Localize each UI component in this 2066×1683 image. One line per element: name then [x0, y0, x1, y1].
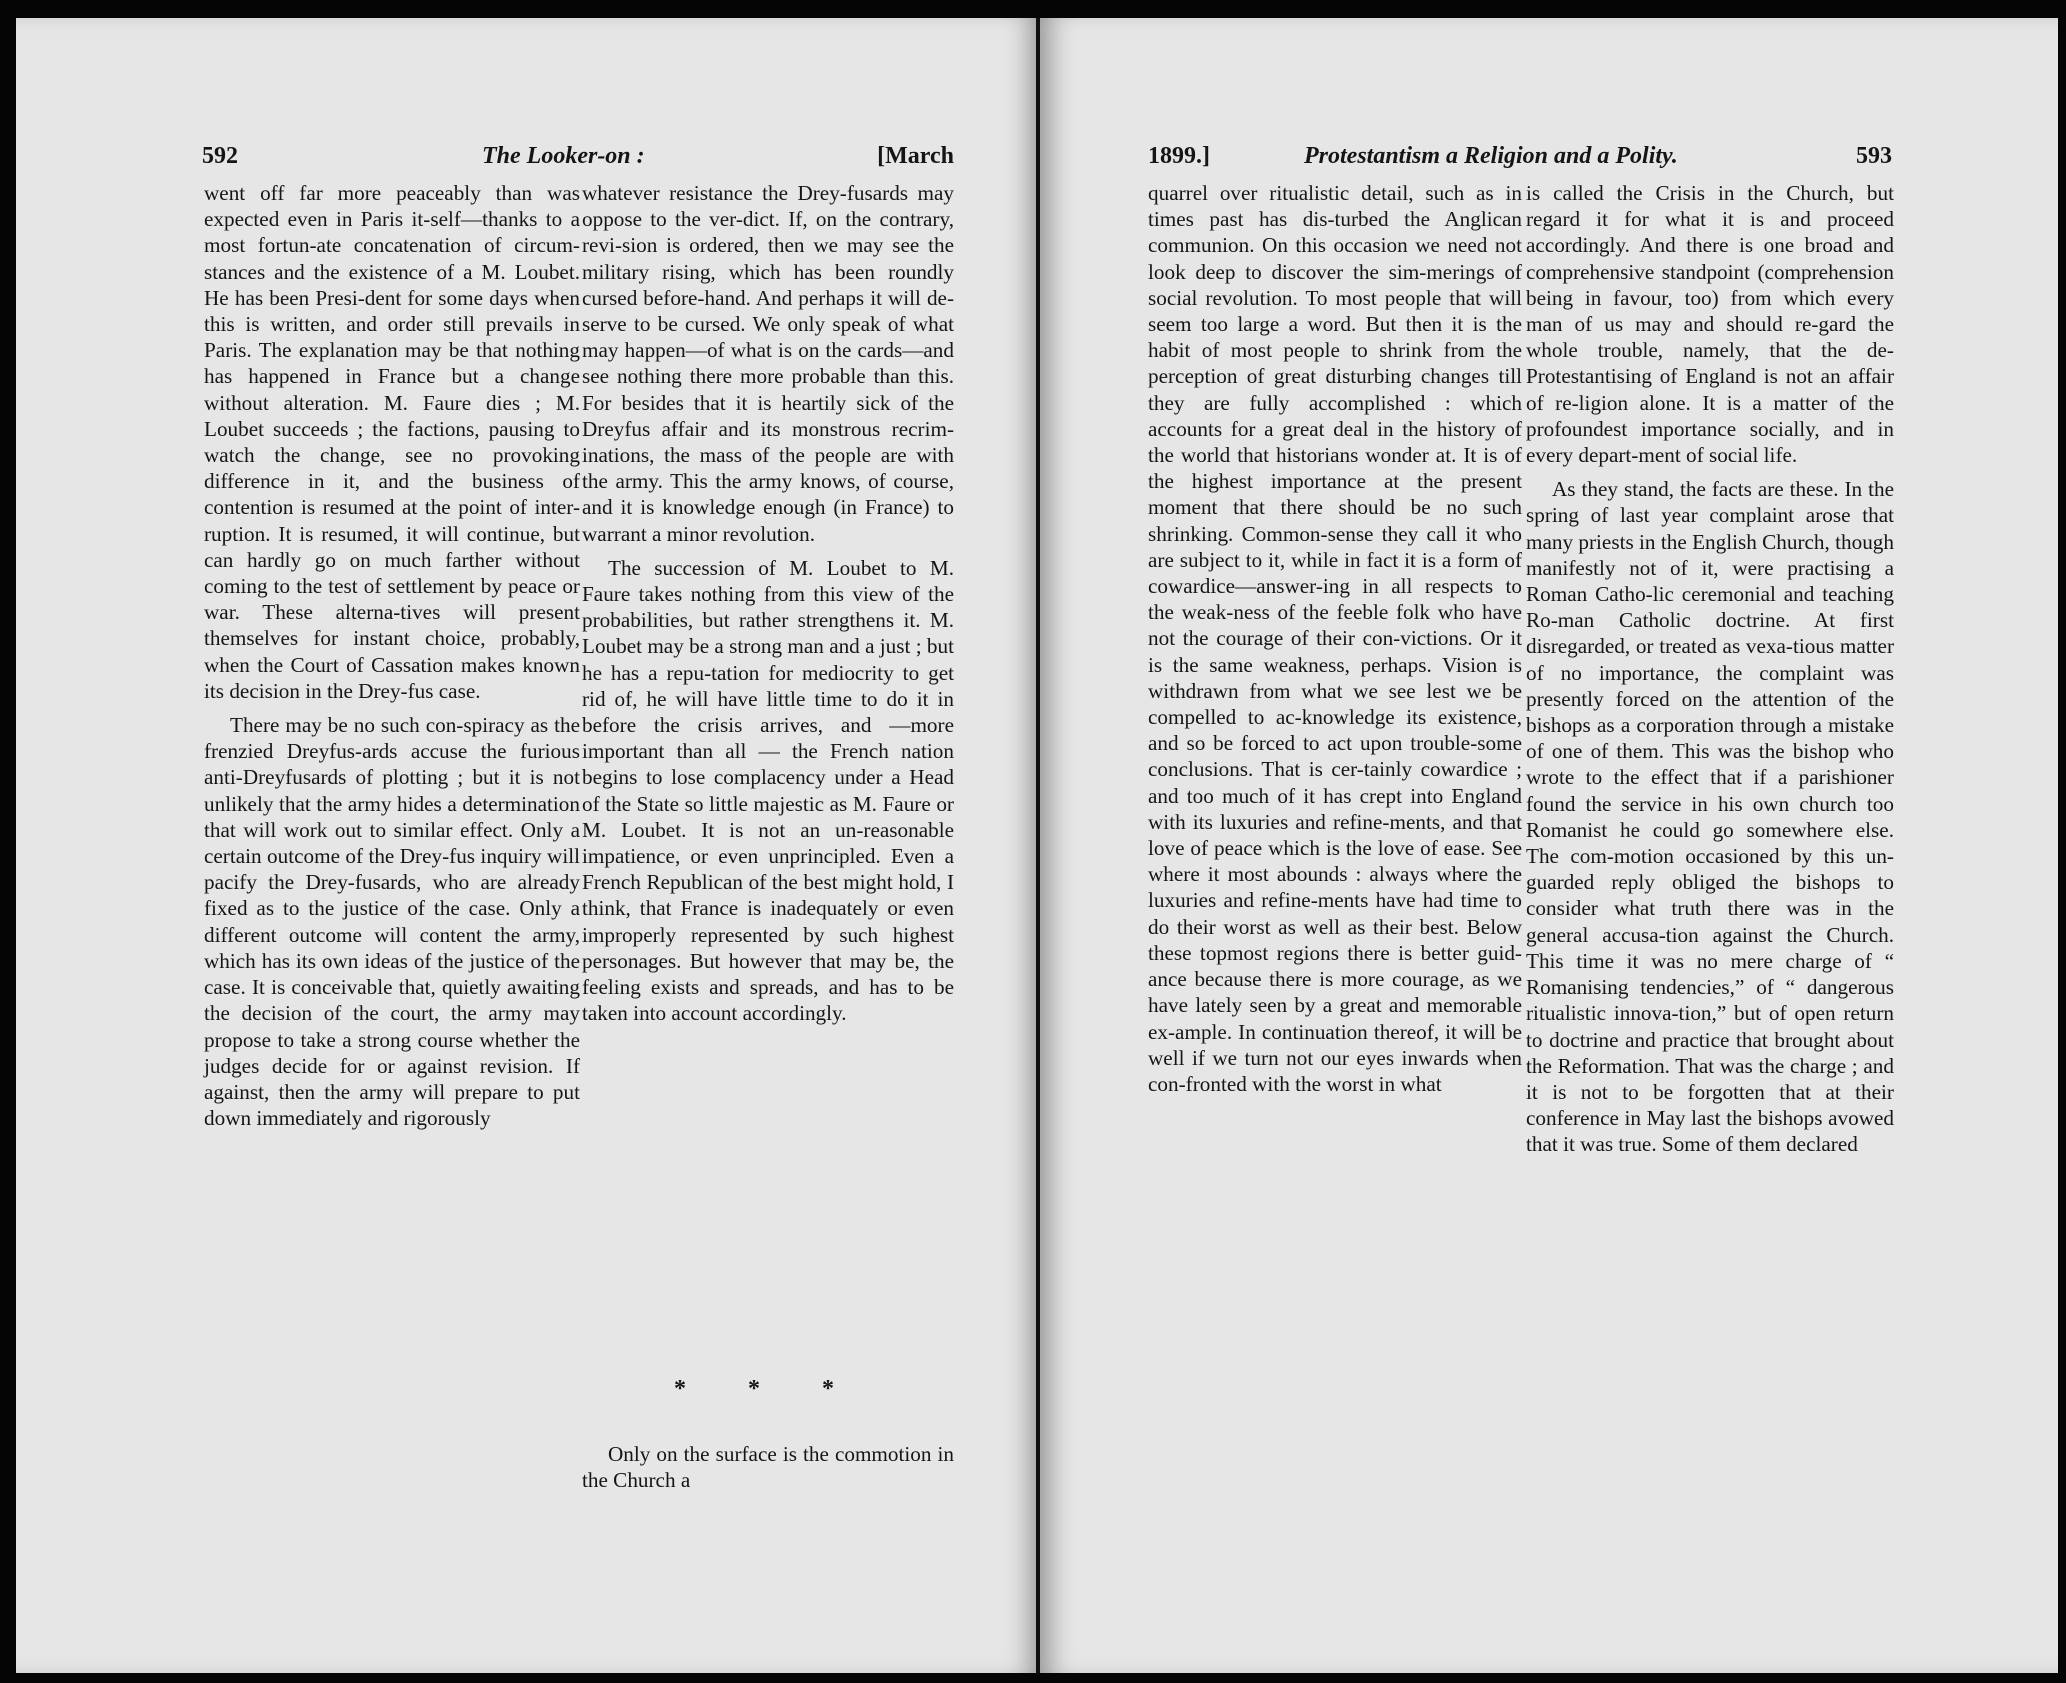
text-column-1: [204, 180, 580, 1131]
paragraph: There may be no such con-spiracy as the frenzied Dreyfus-ards accuse the furious anti-Dreyfusards of plotting ; but it is not unlikely that the army hides a determination that will work out to similar effect. Only a certain outcome of the Drey-fus inquiry will pacify the Drey-fusards, who are already fixed as to the justice of the case. Only a different outcome will content the army, which has its own ideas of the justice of the case. It is conceivable that, quietly awaiting the decision of the court, the army may propose to take a strong course whether the judges decide for or against revision. If against, then the army will prepare to put down immediately and rigorously: [204, 713, 580, 1131]
paragraph: went off far more peaceably than was expected even in Paris it-self—thanks to a most fortun-ate concatenation of circum-stances and the existence of a M. Loubet. He has been Presi-dent for some days when this is written, and order still prevails in Paris. The explanation may be that nothing has happened in France but a change without alteration. M. Faure dies ; M. Loubet succeeds ; the factions, pausing to watch the change, see no provoking difference in it, and the business of contention is resumed at the point of inter-ruption. It is resumed, it will continue, but can hardly go on much farther without coming to the test of settlement by peace or war. These alterna-tives will present themselves for instant choice, probably, when the Court of Cassation makes known its decision in the Drey-fus case.: [204, 181, 580, 703]
paragraph: The succession of M. Loubet to M. Faure takes nothing from this view of the probabilities, but rather strengthens it. M. Loubet may be a strong man and a just ; but he has a repu-tation for mediocrity to get rid of, he will have little time to do it in before the crisis arrives, and —more important than all — the French nation begins to lose complacency under a Head of the State so little majestic as M. Faure or M. Loubet. It is not an un-reasonable impatience, or even unprincipled. Even a French Republican of the best might hold, I think, that France is inadequately or even improperly represented by such highest personages. But however that may be, the feeling exists and spreads, and has to be taken into account accordingly.: [582, 555, 954, 1026]
running-date: 1899.]: [1148, 143, 1210, 169]
running-header-left: [202, 138, 954, 174]
text-column-4: [1526, 180, 1894, 1158]
paragraph: As they stand, the facts are these. In the spring of last year complaint arose that many priests in the English Church, though manifestly not of it, were practising a Roman Catho-lic ceremonial and teaching Ro-man Catholic doctrine. At first disregarded, or treated as vexa-tious matter of no importance, the complaint was presently forced on the attention of the bishops as a corporation through a mistake of one of them. This was the bishop who wrote to the effect that if a parishioner found the service in his own church too Romanist he could go somewhere else. The com-motion occasioned by this un-guarded reply obliged the bishops to consider what truth there was in the general accusa-tion against the Church. This time it was no mere charge of “ Romanising tendencies,” of “ dangerous ritualistic innova-tion,” but of open return to doctrine and practice that brought about the Reformation. That was the charge ; and it is not to be forgotten that at their conference in May last the bishops avowed that it was true. Some of them declared: [1526, 477, 1894, 1157]
section-separator: * * *: [674, 1376, 862, 1402]
running-date: [March: [877, 143, 954, 169]
running-header-right: [1148, 138, 1892, 174]
text-column-3: [1148, 180, 1522, 1097]
page-number: 592: [202, 143, 238, 169]
paragraph: quarrel over ritualistic detail, such as in times past has dis-turbed the Anglican communion. On this occasion we need not look deep to discover the sim-merings of social revolution. To most people that will seem too large a word. But then it is the habit of most people to shrink from the perception of great disturbing changes till they are fully accomplished : which accounts for a great deal in the history of the world that historians wonder at. It is of the highest importance at the present moment that there should be no such shrinking. Common-sense they call it who are subject to it, while in fact it is a form of cowardice—answer-ing in all respects to the weak-ness of the feeble folk who have not the courage of their con-victions. Or it is the same weakness, perhaps. Vision is withdrawn from what we see lest we be compelled to ac-knowledge its existence, and so be forced to act upon trouble-some conclusions. That is cer-tainly cowardice ; and too much of it has crept into England with its luxuries and refine-ments, and that love of peace which is the love of ease. See where it most abounds : always where the luxuries and refine-ments have had time to do their worst as well as their best. Below these topmost regions there is better guid-ance because there is more courage, as we have lately seen by a great and memorable ex-ample. In continuation thereof, it will be well if we turn not our eyes inwards when con-fronted with the worst in what: [1148, 181, 1522, 1096]
paragraph: is called the Crisis in the Church, but regard it for what it is and proceed accordingly. And there is one broad and comprehensive standpoint (comprehension being in favour, too) from which every man of us may and should re-gard the whole trouble, namely, that the de-Protestantising of England is not an affair of re-ligion alone. It is a matter of the profoundest importance socially, and in every depart-ment of social life.: [1526, 181, 1894, 468]
running-title: The Looker-on :: [482, 143, 645, 169]
paragraph: whatever resistance the Drey-fusards may oppose to the ver-dict. If, on the contrary, revi-sion is ordered, then we may see the military rising, which has been roundly cursed before-hand. And perhaps it will de-serve to be cursed. We only speak of what may happen—of what is on the cards—and see nothing there more probable than this. For besides that it is heartily sick of the Dreyfus affair and its monstrous recrim-inations, the mass of the people are with the army. This the army knows, of course, and it is knowledge enough (in France) to warrant a minor revolution.: [582, 181, 954, 546]
page-number: 593: [1856, 143, 1892, 169]
right-page: [1040, 18, 2058, 1673]
paragraph: Only on the surface is the commotion in the Church a: [582, 1442, 954, 1493]
running-title: Protestantism a Religion and a Polity.: [1304, 143, 1678, 169]
left-page: [16, 18, 1040, 1673]
text-column-2: [582, 180, 954, 1027]
